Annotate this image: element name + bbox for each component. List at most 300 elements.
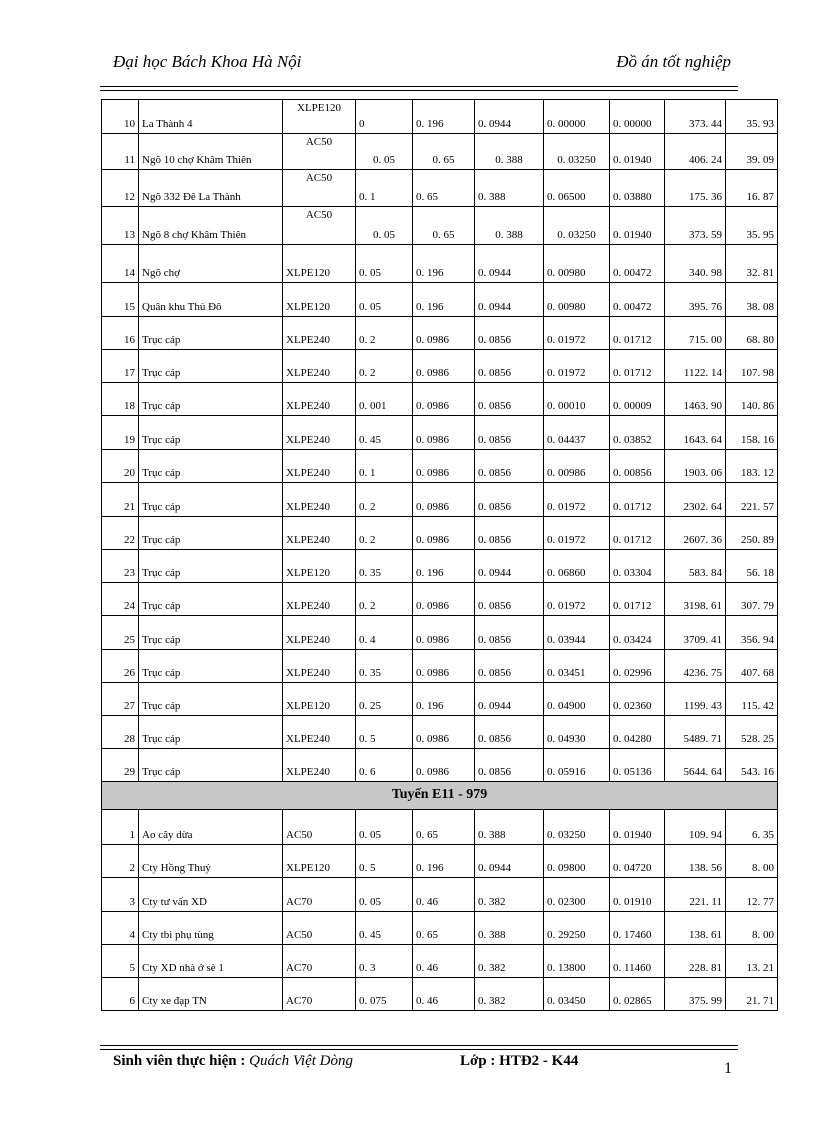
- page-number: 1: [724, 1060, 732, 1077]
- table-row: [102, 283, 778, 317]
- r-value: 0. 00980: [544, 283, 610, 317]
- footer-class: [460, 1053, 578, 1070]
- power-value: 2302. 64: [665, 483, 726, 517]
- footer-rule-2: [100, 1049, 738, 1050]
- r-value: 0. 03944: [544, 616, 610, 650]
- current-value: 407. 68: [726, 650, 778, 683]
- power-value: 1903. 06: [665, 450, 726, 483]
- x-value: 0. 00472: [610, 283, 665, 317]
- x-value: 0. 03852: [610, 416, 665, 450]
- r-value: 0. 04900: [544, 683, 610, 716]
- location-name: Cty tbi phụ tùng: [139, 912, 283, 945]
- current-value: 183. 12: [726, 450, 778, 483]
- table-row: [102, 245, 778, 283]
- x-value: 0. 01940: [610, 134, 665, 170]
- row-number: 19: [102, 416, 139, 450]
- row-number: 28: [102, 716, 139, 749]
- r-value: 0. 29250: [544, 912, 610, 945]
- location-name: Cty xe đạp TN: [139, 978, 283, 1011]
- location-name: Cty Hồng Thuỷ: [139, 845, 283, 878]
- cable-type: XLPE120: [283, 845, 356, 878]
- r0-value: 0. 196: [413, 845, 475, 878]
- x0-value: 0. 388: [475, 810, 544, 845]
- r0-value: 0. 46: [413, 978, 475, 1011]
- location-name: Ngõ 8 chợ Khâm Thiên: [139, 207, 283, 245]
- power-value: 715. 00: [665, 317, 726, 350]
- cable-type: XLPE240: [283, 650, 356, 683]
- length: 0. 3: [356, 945, 413, 978]
- length: 0. 2: [356, 517, 413, 550]
- power-value: 3709. 41: [665, 616, 726, 650]
- r0-value: 0. 65: [413, 912, 475, 945]
- r0-value: 0. 196: [413, 550, 475, 583]
- x0-value: 0. 382: [475, 878, 544, 912]
- table-row: [102, 450, 778, 483]
- cable-table: [101, 99, 778, 1011]
- row-number: 12: [102, 170, 139, 207]
- x0-value: 0. 0856: [475, 450, 544, 483]
- x-value: 0. 01712: [610, 350, 665, 383]
- length: 0. 45: [356, 416, 413, 450]
- table-row: [102, 616, 778, 650]
- cable-type: AC50: [283, 912, 356, 945]
- table-row: [102, 383, 778, 416]
- r-value: 0. 04930: [544, 716, 610, 749]
- row-number: 5: [102, 945, 139, 978]
- r0-value: 0. 0986: [413, 350, 475, 383]
- x0-value: 0. 0856: [475, 716, 544, 749]
- r0-value: 0. 0986: [413, 483, 475, 517]
- r-value: 0. 00980: [544, 245, 610, 283]
- r0-value: 0. 196: [413, 245, 475, 283]
- r0-value: 0. 0986: [413, 650, 475, 683]
- length: 0. 25: [356, 683, 413, 716]
- x0-value: 0. 0944: [475, 845, 544, 878]
- r0-value: 0. 0986: [413, 450, 475, 483]
- x-value: 0. 01940: [610, 207, 665, 245]
- cable-type: XLPE240: [283, 383, 356, 416]
- location-name: Cty tư vấn XD: [139, 878, 283, 912]
- row-number: 22: [102, 517, 139, 550]
- footer-student: [113, 1053, 353, 1070]
- x-value: 0. 00000: [610, 100, 665, 134]
- location-name: Ao cây dừa: [139, 810, 283, 845]
- current-value: 107. 98: [726, 350, 778, 383]
- length: 0. 4: [356, 616, 413, 650]
- x-value: 0. 01712: [610, 483, 665, 517]
- power-value: 1122. 14: [665, 350, 726, 383]
- current-value: 21. 71: [726, 978, 778, 1011]
- cable-type: XLPE240: [283, 450, 356, 483]
- r0-value: 0. 0986: [413, 616, 475, 650]
- x-value: 0. 01712: [610, 517, 665, 550]
- r0-value: 0. 65: [413, 170, 475, 207]
- row-number: 1: [102, 810, 139, 845]
- header-rule-2: [100, 90, 738, 91]
- r-value: 0. 00986: [544, 450, 610, 483]
- r-value: 0. 06500: [544, 170, 610, 207]
- length: 0. 6: [356, 749, 413, 782]
- section-row: [102, 782, 778, 810]
- footer-class-label: Lớp : HTĐ2 - K44: [460, 1053, 579, 1069]
- r-value: 0. 03450: [544, 978, 610, 1011]
- length: 0. 05: [356, 245, 413, 283]
- cable-type: AC50: [283, 810, 356, 845]
- r-value: 0. 03250: [544, 810, 610, 845]
- r-value: 0. 01972: [544, 517, 610, 550]
- cable-type: AC50: [283, 207, 356, 245]
- r0-value: 0. 0986: [413, 583, 475, 616]
- location-name: Ngõ 332 Đê La Thành: [139, 170, 283, 207]
- r0-value: 0. 0986: [413, 383, 475, 416]
- current-value: 221. 57: [726, 483, 778, 517]
- r0-value: 0. 46: [413, 945, 475, 978]
- current-value: 140. 86: [726, 383, 778, 416]
- r0-value: 0. 0986: [413, 416, 475, 450]
- length: 0. 075: [356, 978, 413, 1011]
- cable-type: AC70: [283, 945, 356, 978]
- power-value: 340. 98: [665, 245, 726, 283]
- r-value: 0. 00010: [544, 383, 610, 416]
- r-value: 0. 13800: [544, 945, 610, 978]
- x0-value: 0. 0856: [475, 616, 544, 650]
- x-value: 0. 01712: [610, 583, 665, 616]
- x0-value: 0. 0856: [475, 650, 544, 683]
- x-value: 0. 01712: [610, 317, 665, 350]
- cable-type: XLPE240: [283, 583, 356, 616]
- location-name: Trục cáp: [139, 416, 283, 450]
- current-value: 32. 81: [726, 245, 778, 283]
- power-value: 395. 76: [665, 283, 726, 317]
- x-value: 0. 00856: [610, 450, 665, 483]
- length: 0. 2: [356, 583, 413, 616]
- row-number: 6: [102, 978, 139, 1011]
- x0-value: 0. 0944: [475, 100, 544, 134]
- r0-value: 0. 196: [413, 100, 475, 134]
- power-value: 3198. 61: [665, 583, 726, 616]
- table-row: [102, 912, 778, 945]
- x-value: 0. 00009: [610, 383, 665, 416]
- header-rule: [100, 86, 738, 87]
- x-value: 0. 04280: [610, 716, 665, 749]
- table-row: [102, 350, 778, 383]
- location-name: Trục cáp: [139, 683, 283, 716]
- location-name: Trục cáp: [139, 550, 283, 583]
- x-value: 0. 03304: [610, 550, 665, 583]
- length: 0. 5: [356, 845, 413, 878]
- table-row: [102, 317, 778, 350]
- location-name: Trục cáp: [139, 383, 283, 416]
- current-value: 39. 09: [726, 134, 778, 170]
- length: 0: [356, 100, 413, 134]
- x-value: 0. 05136: [610, 749, 665, 782]
- r0-value: 0. 0986: [413, 517, 475, 550]
- power-value: 583. 84: [665, 550, 726, 583]
- r-value: 0. 09800: [544, 845, 610, 878]
- r0-value: 0. 0986: [413, 716, 475, 749]
- x-value: 0. 02996: [610, 650, 665, 683]
- length: 0. 05: [356, 283, 413, 317]
- footer-student-name: Quách Việt Dòng: [249, 1053, 353, 1069]
- table-row: [102, 483, 778, 517]
- x0-value: 0. 0856: [475, 583, 544, 616]
- row-number: 13: [102, 207, 139, 245]
- x0-value: 0. 0856: [475, 317, 544, 350]
- row-number: 27: [102, 683, 139, 716]
- row-number: 15: [102, 283, 139, 317]
- table-row: [102, 978, 778, 1011]
- x0-value: 0. 388: [475, 912, 544, 945]
- r0-value: 0. 65: [413, 810, 475, 845]
- cable-type: AC50: [283, 170, 356, 207]
- length: 0. 35: [356, 550, 413, 583]
- cable-type: XLPE120: [283, 283, 356, 317]
- x0-value: 0. 0856: [475, 416, 544, 450]
- table-row: [102, 945, 778, 978]
- x0-value: 0. 388: [475, 134, 544, 170]
- current-value: 68. 80: [726, 317, 778, 350]
- r0-value: 0. 0986: [413, 317, 475, 350]
- power-value: 373. 59: [665, 207, 726, 245]
- x-value: 0. 02360: [610, 683, 665, 716]
- r0-value: 0. 65: [413, 134, 475, 170]
- table-row: [102, 845, 778, 878]
- x0-value: 0. 0856: [475, 483, 544, 517]
- r-value: 0. 01972: [544, 483, 610, 517]
- location-name: La Thành 4: [139, 100, 283, 134]
- row-number: 21: [102, 483, 139, 517]
- location-name: Trục cáp: [139, 517, 283, 550]
- x0-value: 0. 388: [475, 170, 544, 207]
- power-value: 4236. 75: [665, 650, 726, 683]
- row-number: 3: [102, 878, 139, 912]
- x0-value: 0. 0944: [475, 550, 544, 583]
- x0-value: 0. 382: [475, 945, 544, 978]
- location-name: Ngõ 10 chợ Khâm Thiên: [139, 134, 283, 170]
- cable-type: XLPE240: [283, 350, 356, 383]
- power-value: 5489. 71: [665, 716, 726, 749]
- power-value: 1643. 64: [665, 416, 726, 450]
- r-value: 0. 00000: [544, 100, 610, 134]
- table-row: [102, 550, 778, 583]
- r-value: 0. 01972: [544, 583, 610, 616]
- current-value: 35. 95: [726, 207, 778, 245]
- length: 0. 05: [356, 207, 413, 245]
- table-row: [102, 683, 778, 716]
- length: 0. 2: [356, 483, 413, 517]
- cable-type: XLPE240: [283, 416, 356, 450]
- current-value: 307. 79: [726, 583, 778, 616]
- cable-type: XLPE240: [283, 616, 356, 650]
- r0-value: 0. 196: [413, 283, 475, 317]
- location-name: Trục cáp: [139, 350, 283, 383]
- table-row: [102, 134, 778, 170]
- location-name: Trục cáp: [139, 650, 283, 683]
- location-name: Trục cáp: [139, 450, 283, 483]
- row-number: 24: [102, 583, 139, 616]
- footer-rule: [100, 1045, 738, 1046]
- current-value: 115. 42: [726, 683, 778, 716]
- r-value: 0. 06860: [544, 550, 610, 583]
- cable-type: XLPE240: [283, 716, 356, 749]
- x-value: 0. 04720: [610, 845, 665, 878]
- current-value: 56. 18: [726, 550, 778, 583]
- table-row: [102, 878, 778, 912]
- location-name: Ngõ chợ: [139, 245, 283, 283]
- length: 0. 05: [356, 134, 413, 170]
- current-value: 158. 16: [726, 416, 778, 450]
- r-value: 0. 03250: [544, 134, 610, 170]
- cable-type: XLPE120: [283, 683, 356, 716]
- table-row: [102, 810, 778, 845]
- location-name: Trục cáp: [139, 317, 283, 350]
- power-value: 1463. 90: [665, 383, 726, 416]
- power-value: 406. 24: [665, 134, 726, 170]
- current-value: 12. 77: [726, 878, 778, 912]
- cable-type: XLPE240: [283, 749, 356, 782]
- power-value: 373. 44: [665, 100, 726, 134]
- power-value: 2607. 36: [665, 517, 726, 550]
- section-title: Tuyến E11 - 979: [102, 782, 778, 810]
- x-value: 0. 11460: [610, 945, 665, 978]
- row-number: 18: [102, 383, 139, 416]
- cable-type: XLPE120: [283, 550, 356, 583]
- row-number: 2: [102, 845, 139, 878]
- x-value: 0. 01940: [610, 810, 665, 845]
- length: 0. 1: [356, 450, 413, 483]
- table-row: [102, 583, 778, 616]
- current-value: 8. 00: [726, 845, 778, 878]
- current-value: 13. 21: [726, 945, 778, 978]
- power-value: 228. 81: [665, 945, 726, 978]
- x0-value: 0. 388: [475, 207, 544, 245]
- r0-value: 0. 196: [413, 683, 475, 716]
- r-value: 0. 03250: [544, 207, 610, 245]
- x0-value: 0. 0944: [475, 683, 544, 716]
- row-number: 20: [102, 450, 139, 483]
- location-name: Trục cáp: [139, 583, 283, 616]
- header-school: Đại học Bách Khoa Hà Nội: [113, 52, 302, 71]
- length: 0. 05: [356, 878, 413, 912]
- r-value: 0. 01972: [544, 350, 610, 383]
- current-value: 8. 00: [726, 912, 778, 945]
- location-name: Trục cáp: [139, 483, 283, 517]
- x-value: 0. 17460: [610, 912, 665, 945]
- x-value: 0. 03880: [610, 170, 665, 207]
- cable-type: AC50: [283, 134, 356, 170]
- location-name: Trục cáp: [139, 616, 283, 650]
- current-value: 543. 16: [726, 749, 778, 782]
- table-row: [102, 650, 778, 683]
- x0-value: 0. 0856: [475, 517, 544, 550]
- length: 0. 2: [356, 350, 413, 383]
- row-number: 26: [102, 650, 139, 683]
- r-value: 0. 01972: [544, 317, 610, 350]
- current-value: 35. 93: [726, 100, 778, 134]
- r-value: 0. 02300: [544, 878, 610, 912]
- current-value: 38. 08: [726, 283, 778, 317]
- table-row: [102, 416, 778, 450]
- power-value: 375. 99: [665, 978, 726, 1011]
- current-value: 16. 87: [726, 170, 778, 207]
- row-number: 10: [102, 100, 139, 134]
- length: 0. 5: [356, 716, 413, 749]
- power-value: 1199. 43: [665, 683, 726, 716]
- x0-value: 0. 0856: [475, 350, 544, 383]
- current-value: 528. 25: [726, 716, 778, 749]
- table-row: [102, 749, 778, 782]
- footer-label: Sinh viên thực hiện :: [113, 1053, 246, 1069]
- length: 0. 2: [356, 317, 413, 350]
- x0-value: 0. 0944: [475, 245, 544, 283]
- row-number: 29: [102, 749, 139, 782]
- location-name: Trục cáp: [139, 716, 283, 749]
- table-row: [102, 207, 778, 245]
- row-number: 14: [102, 245, 139, 283]
- header-doc-title: Đồ án tốt nghiệp: [616, 52, 731, 71]
- x0-value: 0. 382: [475, 978, 544, 1011]
- x-value: 0. 00472: [610, 245, 665, 283]
- location-name: Quân khu Thủ Đô: [139, 283, 283, 317]
- x-value: 0. 03424: [610, 616, 665, 650]
- location-name: Cty XD nhà ở sè 1: [139, 945, 283, 978]
- length: 0. 1: [356, 170, 413, 207]
- current-value: 250. 89: [726, 517, 778, 550]
- location-name: Trục cáp: [139, 749, 283, 782]
- length: 0. 35: [356, 650, 413, 683]
- x0-value: 0. 0944: [475, 283, 544, 317]
- power-value: 5644. 64: [665, 749, 726, 782]
- length: 0. 001: [356, 383, 413, 416]
- x-value: 0. 02865: [610, 978, 665, 1011]
- cable-type: XLPE240: [283, 517, 356, 550]
- r0-value: 0. 0986: [413, 749, 475, 782]
- cable-type: AC70: [283, 978, 356, 1011]
- x-value: 0. 01910: [610, 878, 665, 912]
- power-value: 138. 56: [665, 845, 726, 878]
- row-number: 25: [102, 616, 139, 650]
- x0-value: 0. 0856: [475, 383, 544, 416]
- power-value: 138. 61: [665, 912, 726, 945]
- cable-type: XLPE120: [283, 100, 356, 134]
- x0-value: 0. 0856: [475, 749, 544, 782]
- cable-type: AC70: [283, 878, 356, 912]
- power-value: 221. 11: [665, 878, 726, 912]
- row-number: 11: [102, 134, 139, 170]
- power-value: 109. 94: [665, 810, 726, 845]
- r-value: 0. 04437: [544, 416, 610, 450]
- cable-type: XLPE240: [283, 483, 356, 517]
- length: 0. 05: [356, 810, 413, 845]
- row-number: 23: [102, 550, 139, 583]
- r0-value: 0. 46: [413, 878, 475, 912]
- current-value: 356. 94: [726, 616, 778, 650]
- r-value: 0. 03451: [544, 650, 610, 683]
- cable-type: XLPE120: [283, 245, 356, 283]
- cable-type: XLPE240: [283, 317, 356, 350]
- length: 0. 45: [356, 912, 413, 945]
- table-row: [102, 100, 778, 134]
- r-value: 0. 05916: [544, 749, 610, 782]
- current-value: 6. 35: [726, 810, 778, 845]
- r0-value: 0. 65: [413, 207, 475, 245]
- row-number: 4: [102, 912, 139, 945]
- row-number: 16: [102, 317, 139, 350]
- table-row: [102, 716, 778, 749]
- table-row: [102, 170, 778, 207]
- power-value: 175. 36: [665, 170, 726, 207]
- table-row: [102, 517, 778, 550]
